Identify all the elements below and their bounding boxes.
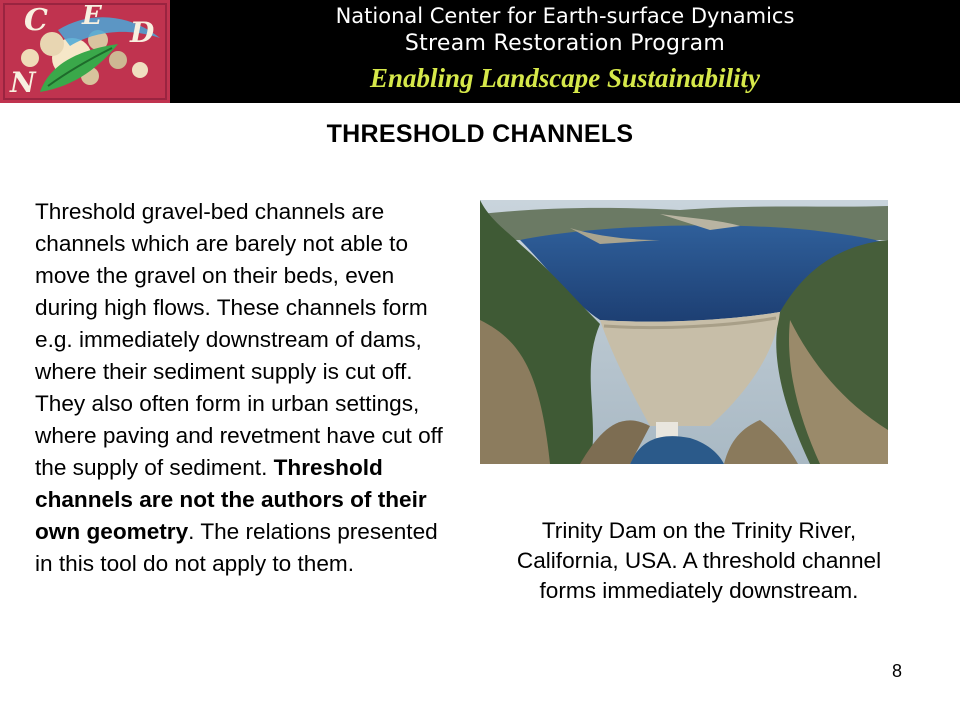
body-paragraph xyxy=(35,196,445,580)
tagline: Enabling Landscape Sustainability xyxy=(369,63,761,93)
slide-title: THRESHOLD CHANNELS xyxy=(326,120,634,148)
body-text-part1: Threshold gravel-bed channels are channels which are barely not able to move the gravel on their beds, even during high flows. These channels form e.g. immediately downstream of dams, where their sediment supply is cut off. They also often form in urban settings, where paving and revetment have cut off the supply of sediment. xyxy=(35,199,443,480)
ncied-logo xyxy=(0,0,170,103)
photo-caption: Trinity Dam on the Trinity River, California, USA. A threshold channel forms immediately downstream. xyxy=(516,518,882,603)
header-banner xyxy=(0,0,960,103)
body-text-bold: Threshold channels are not the authors of their own geometry xyxy=(35,455,427,544)
svg-text:E: E xyxy=(82,1,102,31)
svg-text:N: N xyxy=(10,66,36,99)
svg-text:C: C xyxy=(24,3,48,38)
page-number: 8 xyxy=(892,661,903,681)
body-text-part2: . The relations presented in this tool do not apply to them. xyxy=(35,519,438,576)
organization-name: National Center for Earth-surface Dynamics xyxy=(335,4,795,28)
program-name: Stream Restoration Program xyxy=(404,31,726,56)
trinity-dam-photo xyxy=(480,200,888,464)
svg-text:D: D xyxy=(130,16,155,49)
